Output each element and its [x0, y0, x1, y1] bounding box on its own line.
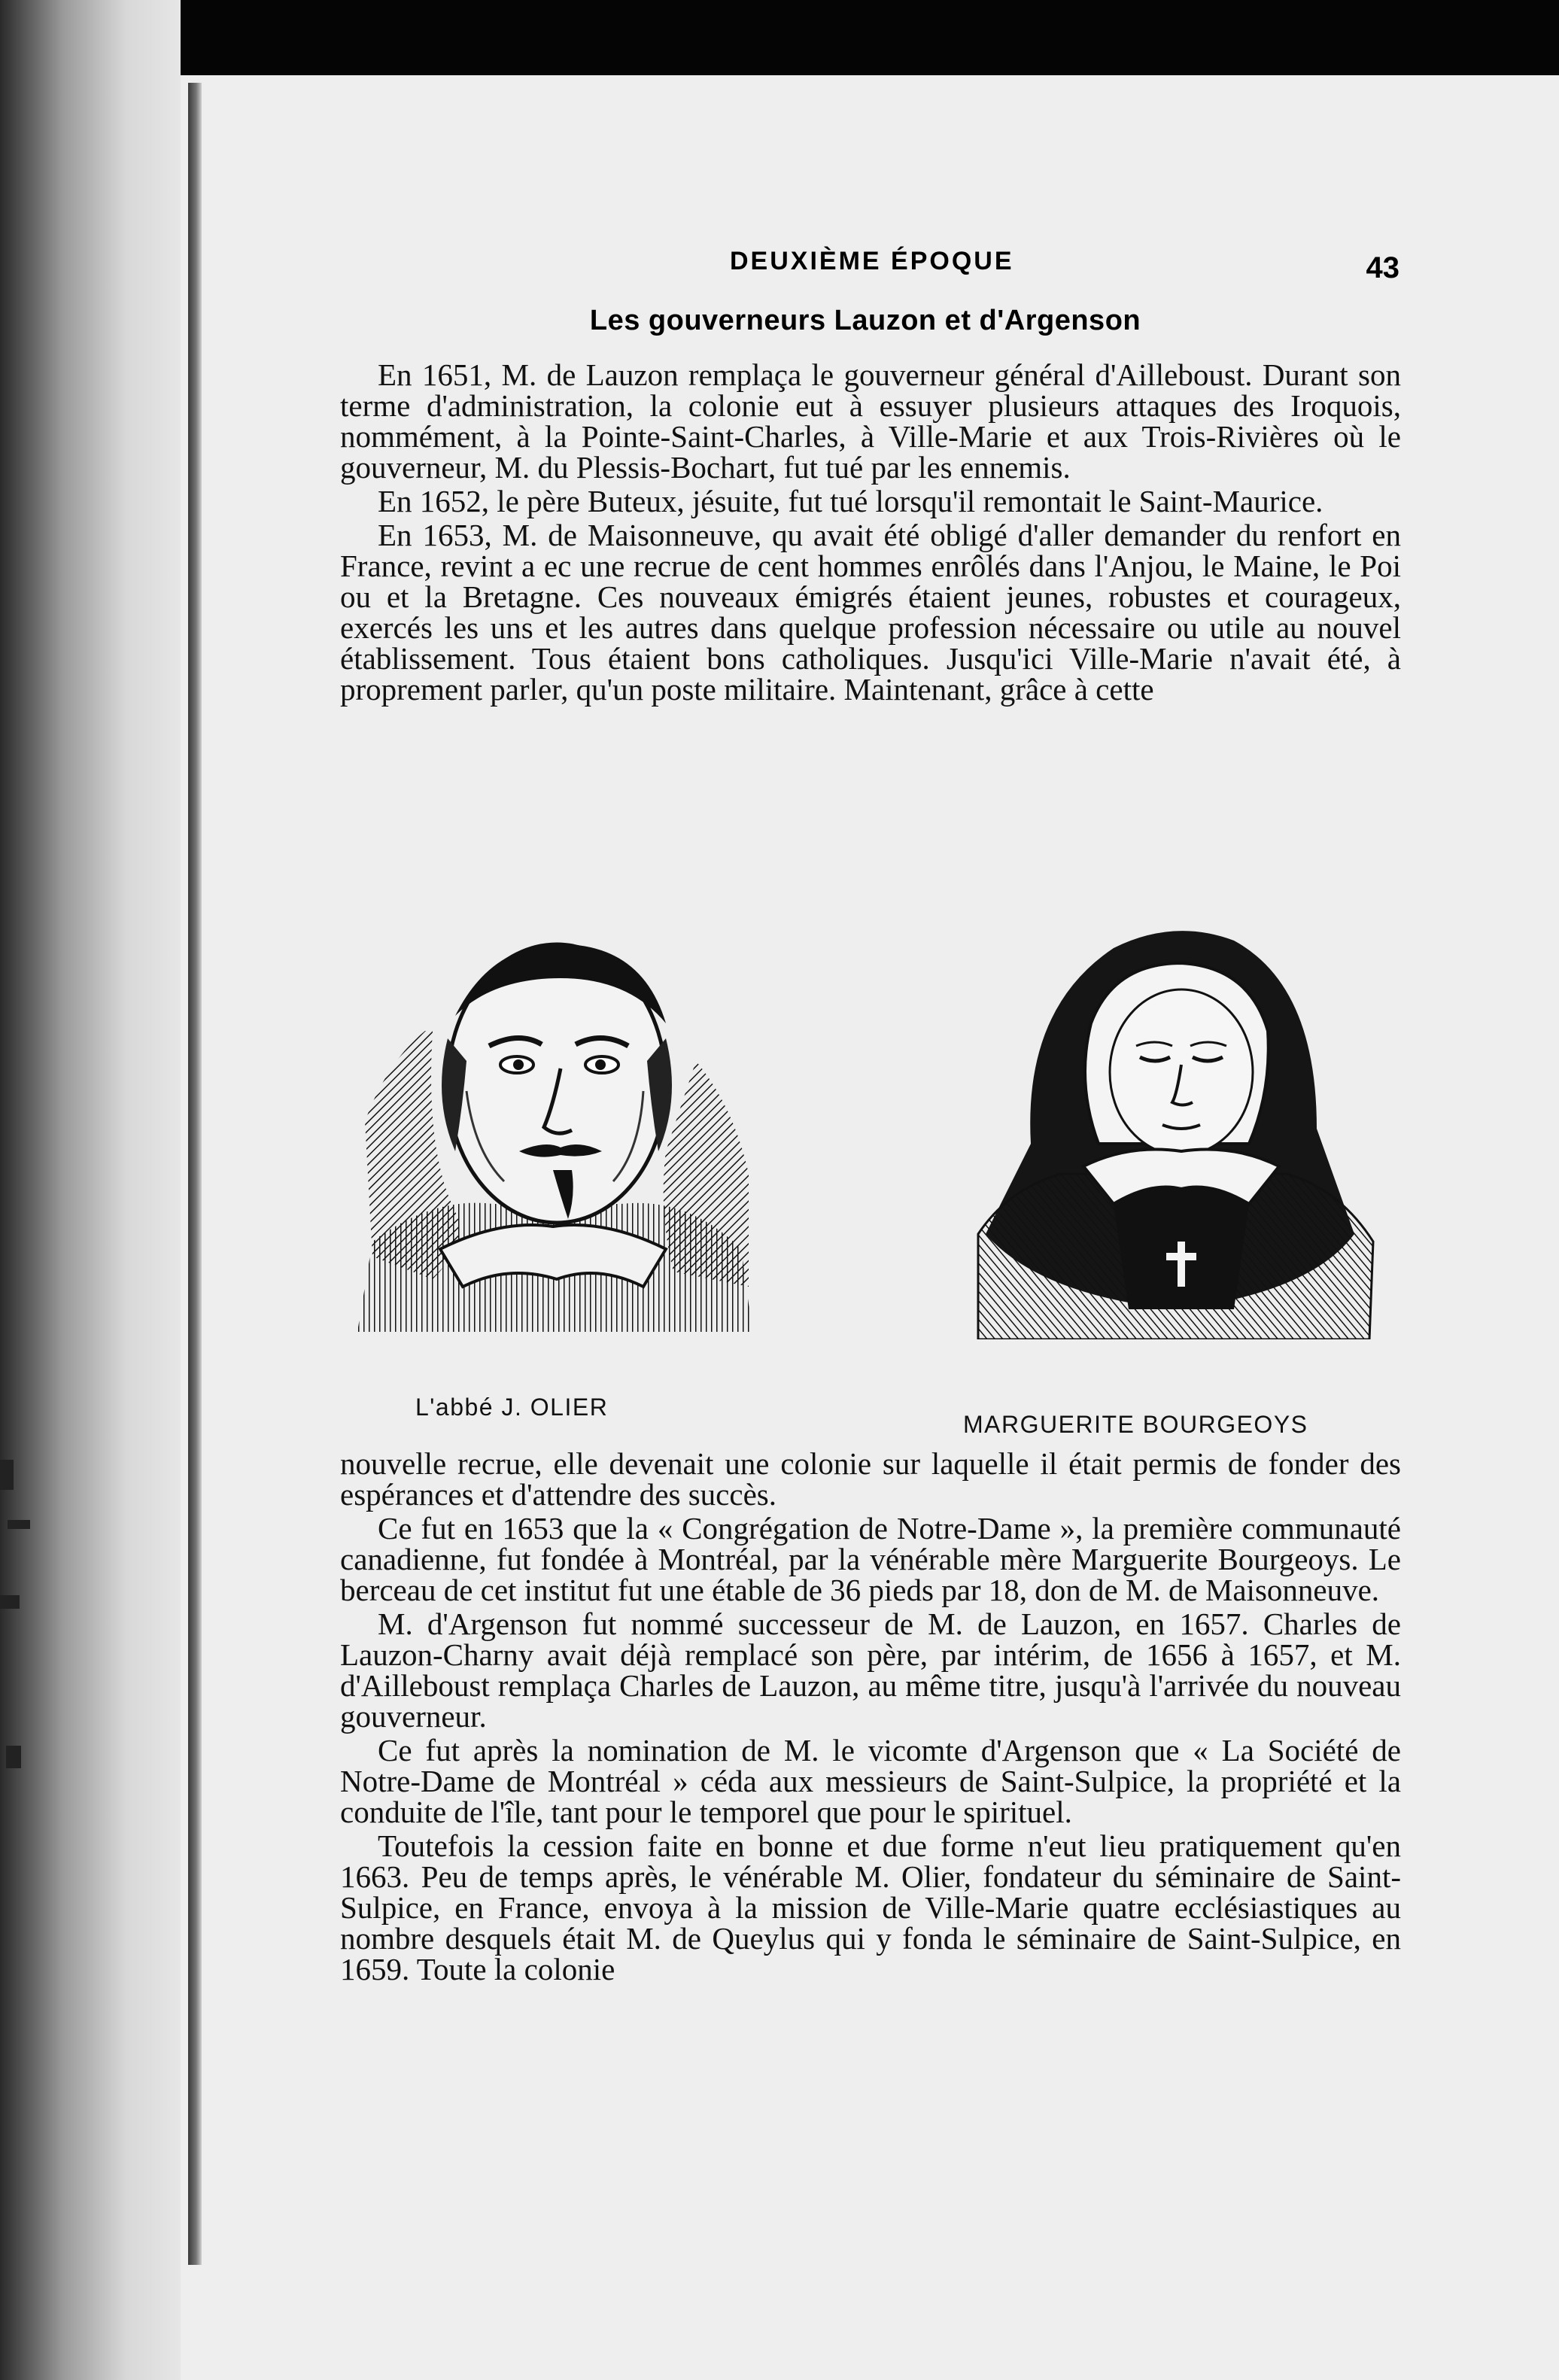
paragraph: En 1652, le père Buteux, jésuite, fut tué lorsqu'il remontait le Saint-Maurice. [378, 484, 1323, 518]
section-heading: Les gouverneurs Lauzon et d'Argenson [589, 305, 1141, 336]
body-text-top [340, 357, 1401, 708]
body-text-bottom [340, 1448, 1401, 1988]
paragraph: En 1651, M. de Lauzon remplaça le gouverneur général d'Ailleboust. Durant son terme d'administration, la colonie eut à essuyer plusieurs attaques des Iroquois, nommément, à la Pointe-Saint-Charles, à Ville-Marie et aux Trois-Rivières où le gouverneur, M. du Plessis-Bochart, fut tué par les ennemis. [340, 357, 1401, 485]
running-title: DEUXIÈME ÉPOQUE [730, 247, 1014, 275]
paragraph: nouvelle recrue, elle devenait une colonie sur laquelle il était permis de fonder des espérances et d'attendre des succès. [340, 1446, 1401, 1512]
page-gutter [188, 83, 202, 2265]
scan-edge-marks [0, 1430, 45, 1821]
caption-bourgeoys: MARGUERITE BOURGEOYS [963, 1411, 1308, 1438]
scan-left-edge [0, 0, 181, 2380]
portrait-olier-image [342, 926, 764, 1332]
paragraph: Toutefois la cession faite en bonne et due forme n'eut lieu pratiquement qu'en 1663. Peu de temps après, le vénérable M. Olier, fondateur du séminaire de Saint-Sulpice, en France, envoya à la mission de Ville-Marie quatre ecclésiastiques au nombre desquels était M. de Queylus qui y fonda le séminaire de Saint-Sulpice, en 1659. Toute la colonie [340, 1828, 1401, 1986]
paragraph: M. d'Argenson fut nommé successeur de M. de Lauzon, en 1657. Charles de Lauzon-Charny avait déjà remplacé son père, par intérim, de 1656 à 1657, et M. d'Ailleboust remplaça Charles de Lauzon, au même titre, jusqu'à l'arrivée du nouveau gouverneur. [340, 1606, 1401, 1734]
running-head [331, 247, 1399, 292]
scan-top-border [0, 0, 1559, 83]
paragraph: En 1653, M. de Maisonneuve, qu avait été obligé d'aller demander du renfort en France, revint a ec une recrue de cent hommes enrôlés dans l'Anjou, le Maine, le Poi ou et la Bretagne. Ces nouveaux émigrés étaient jeunes, robustes et courageux, exercés les uns et les autres dans quelque profession nécessaire ou utile au nouvel établissement. Tous étaient bons catholiques. Jusqu'ici Ville-Marie n'avait été, à proprement parler, qu'un poste militaire. Maintenant, grâce à cette [340, 518, 1401, 707]
page-number: 43 [1366, 251, 1399, 284]
paragraph: Ce fut après la nomination de M. le vicomte d'Argenson que « La Société de Notre-Dame de Montréal » céda aux messieurs de Saint-Sulpice, la propriété et la conduite de l'île, tant pour le temporel que pour le spirituel. [340, 1733, 1401, 1829]
caption-olier: L'abbé J. OLIER [415, 1394, 609, 1421]
portrait-bourgeoys-image [963, 918, 1384, 1339]
paragraph: Ce fut en 1653 que la « Congrégation de Notre-Dame », la première communauté canadienne, fut fondée à Montréal, par la vénérable mère Marguerite Bourgeoys. Le berceau de cet institut fut une étable de 36 pieds par 18, don de M. de Maisonneuve. [340, 1511, 1401, 1607]
